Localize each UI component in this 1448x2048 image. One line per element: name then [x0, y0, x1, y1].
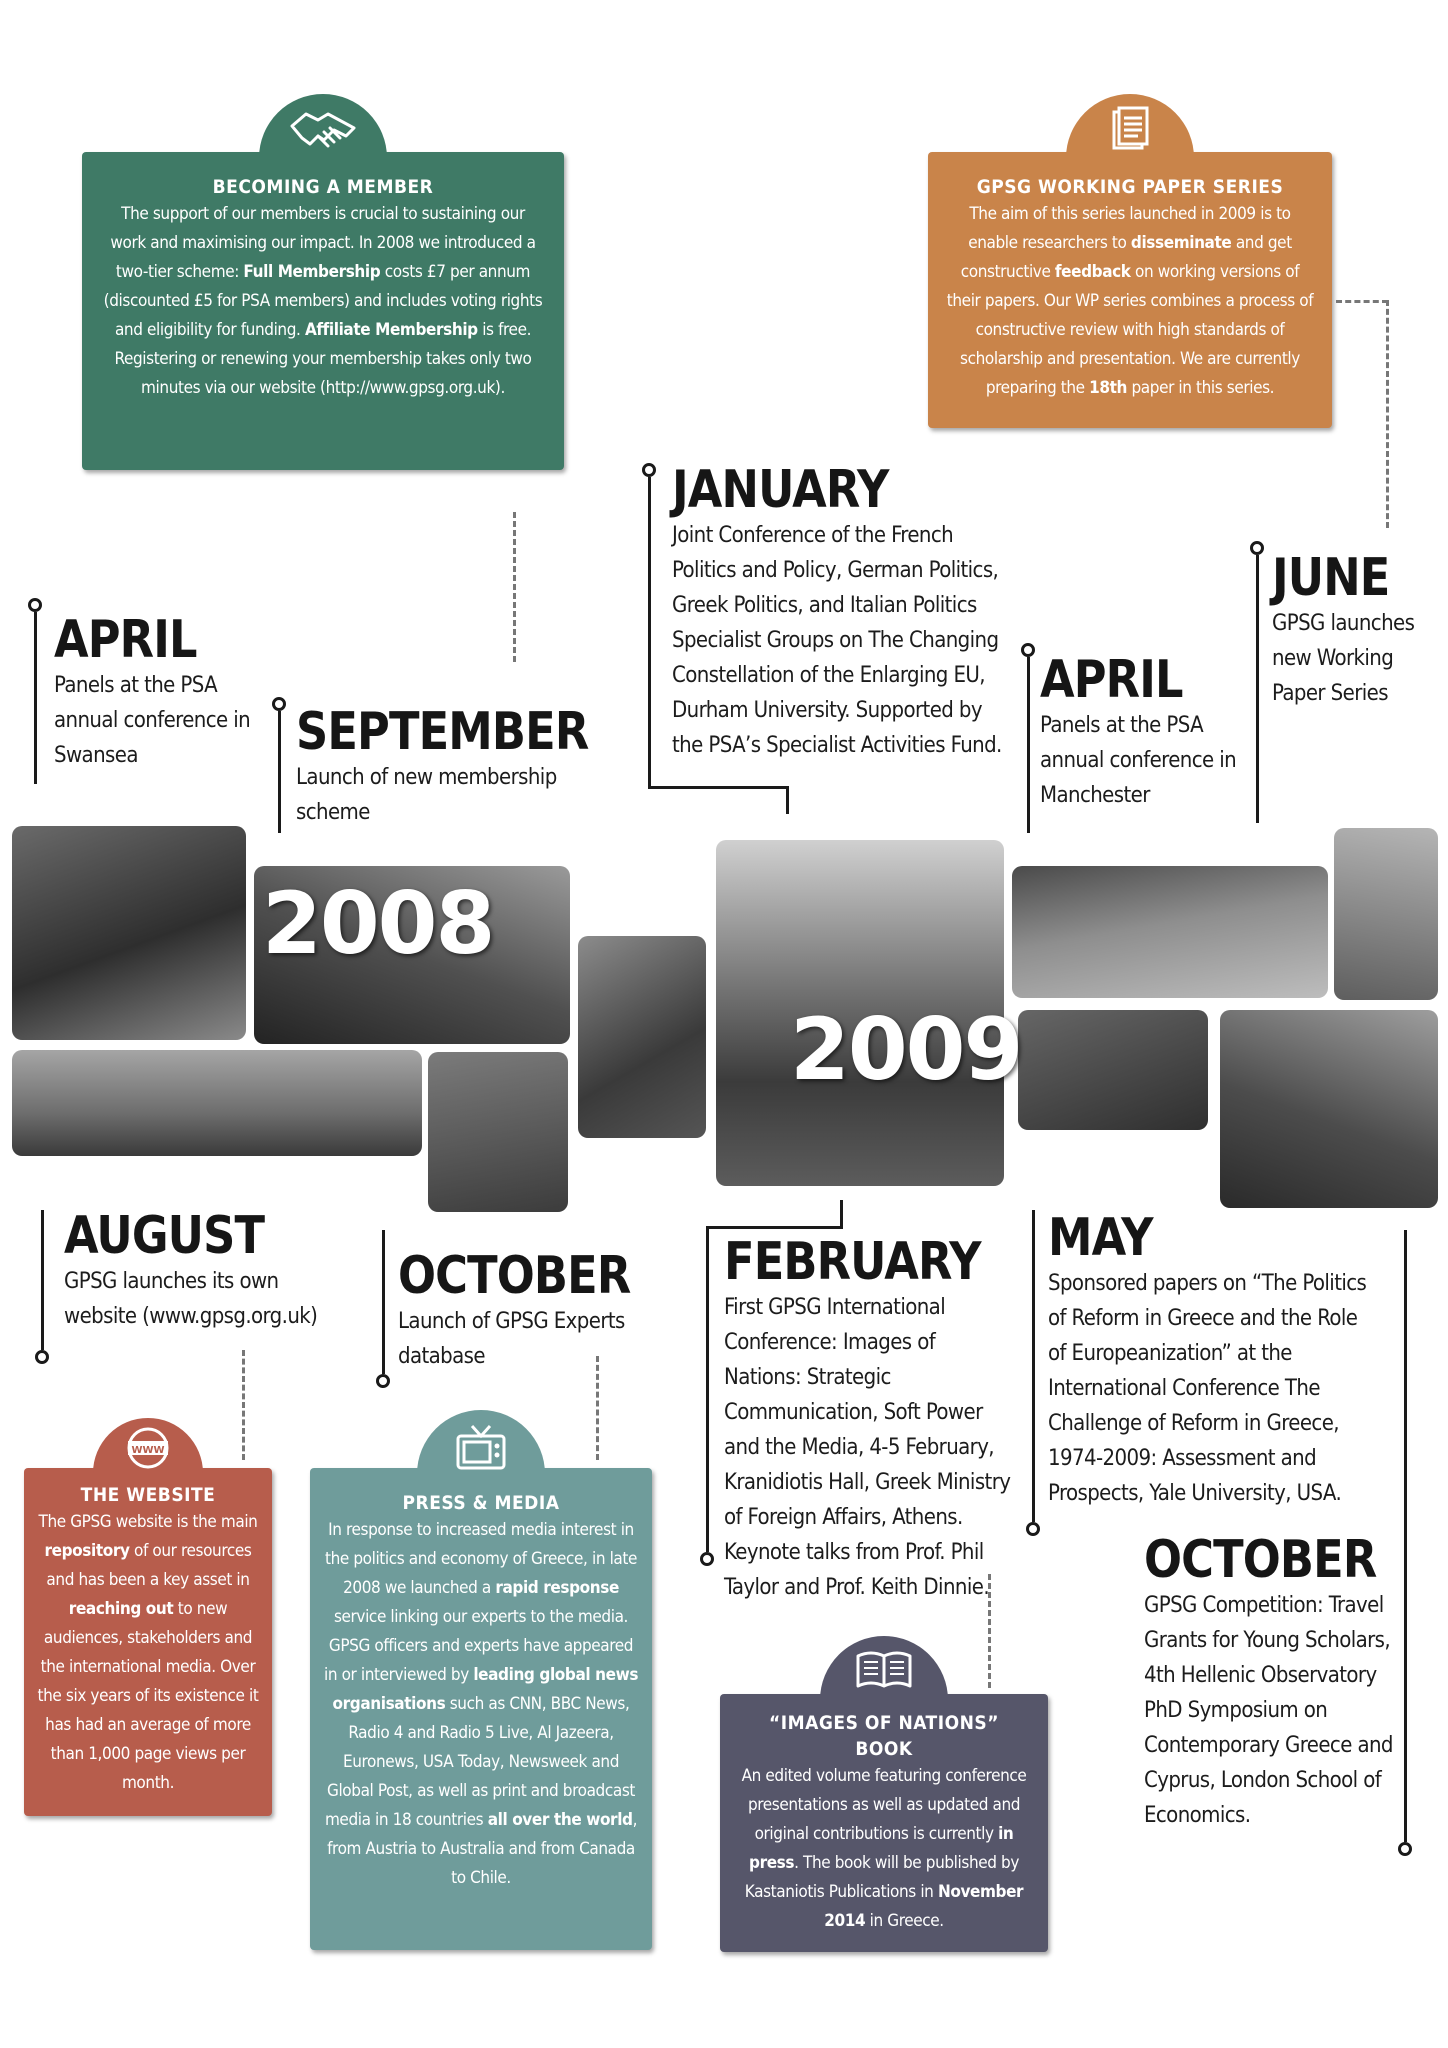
card-tab	[820, 1636, 948, 1706]
timeline-line	[706, 1226, 843, 1229]
timeline-dot	[700, 1552, 714, 1566]
press-media-card	[310, 1468, 652, 1950]
working-paper-card	[928, 152, 1332, 428]
event-desc: Launch of new membership scheme	[296, 765, 557, 825]
card-title: BECOMING A MEMBER	[212, 176, 434, 198]
event-desc: First GPSG International Conference: Images of Nations: Strategic Communication, Soft Power and the Media, 4-5 February, Kranidiotis Hall, Greek Ministry of Foreign Affairs, Athens. Keynote talks from Prof. Phil Taylor and Prof. Keith Dinnie.	[724, 1295, 1011, 1600]
timeline-line	[648, 786, 788, 789]
event-august-2008	[64, 1208, 334, 1334]
event-desc: GPSG launches new Working Paper Series	[1272, 611, 1415, 706]
card-tab	[417, 1410, 545, 1480]
timeline-dot	[1250, 541, 1264, 555]
event-desc: Launch of GPSG Experts database	[398, 1309, 625, 1369]
card-title: “IMAGES OF NATIONS”	[769, 1712, 999, 1734]
event-month: OCTOBER	[1144, 1530, 1377, 1590]
event-april-2008	[54, 612, 254, 773]
website-card	[24, 1445, 272, 1816]
timeline-dot	[642, 463, 656, 477]
timeline-line	[41, 1210, 44, 1350]
card-body: An edited volume featuring conference presentations as well as updated and original contributions is currently in press. The book will be published by Kastaniotis Publications in November 2014 in Greece.	[741, 1766, 1027, 1931]
event-october-2008	[398, 1248, 648, 1374]
event-month: APRIL	[54, 610, 197, 670]
timeline-line	[786, 786, 789, 814]
tv-icon	[454, 1422, 508, 1472]
document-icon	[1110, 106, 1150, 152]
year-2008-label: 2008	[262, 874, 494, 974]
conference-photo	[578, 936, 706, 1138]
event-february-2009	[724, 1234, 1014, 1605]
conference-photo	[1018, 1010, 1208, 1130]
timeline-line	[1032, 1210, 1035, 1522]
event-month: AUGUST	[64, 1206, 265, 1266]
connector-dash	[513, 512, 516, 662]
event-month: MAY	[1048, 1208, 1153, 1268]
timeline-line	[382, 1230, 385, 1374]
event-month: OCTOBER	[398, 1246, 631, 1306]
card-body: The aim of this series launched in 2009 is to enable researchers to disseminate and get constructive feedback on working versions of their papers. Our WP series combines a process of constructive review with high standards of scholarship and presentation. We are currently preparing the 18th paper in this series.	[946, 204, 1314, 398]
conference-photo	[428, 1052, 568, 1212]
svg-text:WWW: WWW	[131, 1445, 165, 1456]
event-desc: Joint Conference of the French Politics and Policy, German Politics, Greek Politics, and Italian Politics Specialist Groups on The Changing Constellation of the Enlarging EU, Durham University. Supported by the PSA’s Specialist Activities Fund.	[672, 523, 1002, 758]
event-desc: Panels at the PSA annual conference in Swansea	[54, 673, 251, 768]
event-september-2008	[296, 702, 589, 830]
event-month: APRIL	[1040, 650, 1183, 710]
timeline-line	[34, 612, 37, 784]
book-card	[720, 1694, 1048, 1952]
timeline-dot	[376, 1374, 390, 1388]
event-desc: Panels at the PSA annual conference in Manchester	[1040, 713, 1237, 808]
card-body: The support of our members is crucial to sustaining our work and maximising our impact. In 2008 we introduced a two-tier scheme: Full Membership costs £7 per annum (discounted £5 for PSA members) and includes voting rights and eligibility for funding. Affiliate Membership is free. Registering or renewing your membership takes only two minutes via our website (http://www.gpsg.org.uk).	[103, 204, 543, 398]
timeline-line	[706, 1226, 709, 1552]
event-may-2009	[1048, 1210, 1378, 1511]
conference-photo	[1220, 1010, 1438, 1208]
event-january-2009	[672, 462, 1002, 763]
conference-photo	[1012, 866, 1328, 998]
card-tab	[93, 1418, 203, 1480]
event-desc: GPSG Competition: Travel Grants for Young Scholars, 4th Hellenic Observatory PhD Symposium on Contemporary Greece and Cyprus, London School of Economics.	[1144, 1593, 1393, 1828]
event-month: FEBRUARY	[724, 1232, 981, 1292]
connector-dash	[1386, 300, 1389, 528]
timeline-line	[278, 711, 281, 833]
connector-dash	[242, 1350, 245, 1460]
timeline-dot	[272, 697, 286, 711]
year-2009-label: 2009	[790, 1000, 1022, 1100]
conference-photo	[12, 826, 246, 1040]
event-month: JANUARY	[672, 460, 889, 520]
timeline-dot	[28, 598, 42, 612]
timeline-dot	[1021, 643, 1035, 657]
event-desc: Sponsored papers on “The Politics of Reform in Greece and the Role of Europeanization” at the International Conference The Challenge of Reform in Greece, 1974-2009: Assessment and Prospects, Yale University, USA.	[1048, 1271, 1367, 1506]
www-icon	[124, 1426, 172, 1470]
card-subtitle: BOOK	[855, 1738, 913, 1760]
becoming-member-card	[82, 152, 564, 470]
card-body: The GPSG website is the main repository of our resources and has been a key asset in reaching out to new audiences, stakeholders and the international media. Over the six years of its existence it has had an average of more than 1,000 page views per month.	[37, 1512, 259, 1793]
event-april-2009	[1040, 652, 1250, 813]
timeline-dot	[1398, 1842, 1412, 1856]
handshake-icon	[288, 106, 358, 156]
timeline-line	[1404, 1230, 1407, 1842]
card-title: PRESS & MEDIA	[402, 1492, 560, 1514]
event-october-2009	[1144, 1532, 1404, 1833]
timeline-line	[1256, 555, 1259, 823]
card-body: In response to increased media interest in the politics and economy of Greece, in late 2008 we launched a rapid response service linking our experts to the media. GPSG officers and experts have appeared in or interviewed by leading global news organisations such as CNN, BBC News, Radio 4 and Radio 5 Live, Al Jazeera, Euronews, USA Today, Newsweek and Global Post, as well as print and broadcast media in 18 countries all over the world, from Austria to Australia and from Canada to Chile.	[323, 1520, 639, 1888]
timeline-dot	[1026, 1522, 1040, 1536]
conference-photo	[12, 1050, 422, 1156]
event-june-2009	[1272, 550, 1422, 711]
connector-dash	[1336, 300, 1388, 303]
conference-photo	[1334, 828, 1438, 1000]
timeline-line	[1027, 657, 1030, 833]
timeline-dot	[35, 1350, 49, 1364]
card-title: GPSG WORKING PAPER SERIES	[976, 176, 1284, 198]
event-desc: GPSG launches its own website (www.gpsg.org.uk)	[64, 1269, 318, 1329]
card-tab	[259, 94, 387, 164]
card-tab	[1066, 94, 1194, 164]
open-book-icon	[854, 1648, 914, 1692]
timeline-line	[648, 477, 651, 787]
event-month: SEPTEMBER	[296, 702, 589, 762]
card-title: THE WEBSITE	[80, 1484, 216, 1506]
event-month: JUNE	[1272, 548, 1390, 608]
timeline-line	[840, 1200, 843, 1228]
